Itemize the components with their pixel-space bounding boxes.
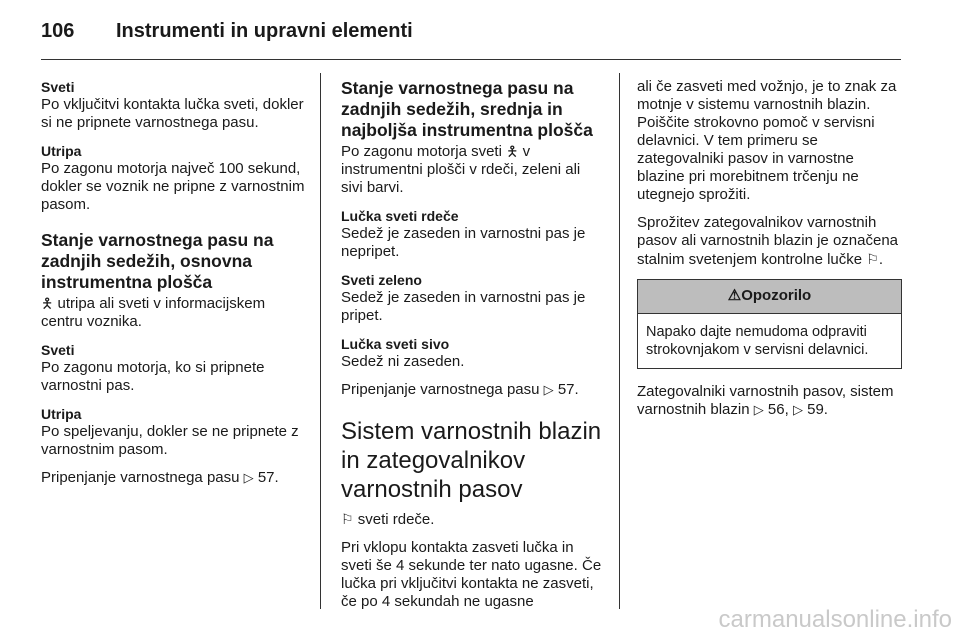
term-utripa: Utripa	[41, 143, 82, 159]
cross-reference[interactable]	[637, 383, 902, 419]
text-sveti: Po zagonu motorja, ko si pripnete varnostni pas.	[41, 359, 265, 394]
warning-text: Napako dajte nemudoma odpraviti strokovnjakom v servisni delavnici.	[646, 324, 869, 358]
reference-text: Pripenjanje varnostnega pasu	[341, 381, 540, 398]
warning-box	[637, 279, 902, 369]
warning-header	[638, 280, 901, 314]
intro-paragraph	[341, 142, 606, 197]
text-sveti: Po vključitvi kontakta lučka sveti, dokler si ne pripnete varnostnega pasu.	[41, 96, 304, 131]
text-utripa: Po zagonu motorja največ 100 sekund, dokler se voznik ne pripne z varnostnim pasom.	[41, 160, 305, 213]
paragraph-end: .	[878, 251, 884, 268]
column-right	[637, 78, 902, 429]
intro-text-cont: v instrumentni plošči v rdeči, zeleni ali sivi barvi.	[341, 143, 581, 196]
column-divider	[619, 73, 620, 609]
page-number: 106	[41, 20, 75, 42]
main-heading: Sistem varnostnih blazin in zategovalnikov varnostnih pasov	[341, 418, 602, 503]
text-green: Sedež je zaseden in varnostni pas je pripet.	[341, 289, 586, 324]
section-red	[341, 207, 606, 261]
text-red: Sedež je zaseden in varnostni pas je nepripet.	[341, 225, 586, 260]
page-title: Instrumenti in upravni elementi	[116, 20, 413, 42]
term-green: Sveti zeleno	[341, 272, 422, 288]
term-sveti: Sveti	[41, 79, 75, 95]
column-divider	[320, 73, 321, 609]
section-sveti	[41, 78, 306, 132]
airbag-icon: ⚐	[341, 511, 354, 527]
section-utripa	[41, 142, 306, 214]
intro-text: Po zagonu motorja sveti	[341, 143, 502, 160]
section-heading: Stanje varnostnega pasu na zadnjih sedežih, osnovna instrumentna plošča	[41, 230, 274, 292]
column-middle	[341, 78, 606, 621]
warning-title: Opozorilo	[741, 287, 812, 304]
term-grey: Lučka sveti sivo	[341, 336, 450, 352]
heading-description	[41, 294, 306, 331]
header-rule	[41, 59, 901, 60]
watermark: carmanualsonline.info	[718, 606, 952, 633]
text-utripa: Po speljevanju, dokler se ne pripnete z varnostnim pasom.	[41, 423, 299, 458]
text-grey: Sedež ni zaseden.	[341, 353, 465, 370]
cross-reference[interactable]	[341, 381, 606, 399]
paragraph	[637, 214, 902, 269]
seatbelt-icon: 🯅	[41, 295, 54, 311]
term-utripa: Utripa	[41, 406, 82, 422]
section-green	[341, 271, 606, 325]
ref-arrow-icon: ▷	[243, 470, 254, 485]
reference-page: 57.	[257, 469, 279, 486]
airbag-status	[341, 510, 606, 529]
seatbelt-icon: 🯅	[506, 143, 519, 159]
section-utripa-2	[41, 405, 306, 459]
airbag-icon: ⚐	[866, 251, 879, 267]
section-sveti-2	[41, 341, 306, 395]
section-heading: Stanje varnostnega pasu na zadnjih sedežih, srednja in najboljša instrumentna plošča	[341, 78, 593, 140]
ref-arrow-icon: ▷	[792, 402, 803, 417]
reference-text: Pripenjanje varnostnega pasu	[41, 469, 240, 486]
term-red: Lučka sveti rdeče	[341, 208, 459, 224]
ref-arrow-icon: ▷	[753, 402, 764, 417]
reference-page: 56,	[767, 401, 789, 418]
warning-icon: ⚠	[727, 287, 742, 304]
reference-page: 59.	[807, 401, 828, 418]
term-sveti: Sveti	[41, 342, 75, 358]
ref-arrow-icon: ▷	[543, 382, 554, 397]
section-grey	[341, 335, 606, 371]
airbag-paragraph: Pri vklopu kontakta zasveti lučka in sveti še 4 sekunde ter nato ugasne. Če lučka pri vključitvi kontakta ne zasveti, če po 4 sekundah ne ugasne	[341, 539, 602, 610]
paragraph-text: Sprožitev zategovalnikov varnostnih pasov ali varnostnih blazin je označena stalnim svetenjem kontrolne lučke	[637, 214, 898, 268]
airbag-text: sveti rdeče.	[357, 511, 435, 528]
column-left	[41, 78, 306, 497]
reference-page: 57.	[557, 381, 579, 398]
paragraph: ali če zasveti med vožnjo, je to znak za motnje v sistemu varnostnih blazin. Poiščite strokovno pomoč v servisni delavnici. V tem primeru se zategovalniki pasov in varnostne blazine pri morebitnem trčenju ne utegnejo sprožiti.	[637, 78, 897, 203]
reference-text: Zategovalniki varnostnih pasov, sistem varnostnih blazin	[637, 383, 894, 418]
heading-text: utripa ali sveti v informacijskem centru voznika.	[41, 295, 266, 330]
cross-reference[interactable]	[41, 469, 306, 487]
